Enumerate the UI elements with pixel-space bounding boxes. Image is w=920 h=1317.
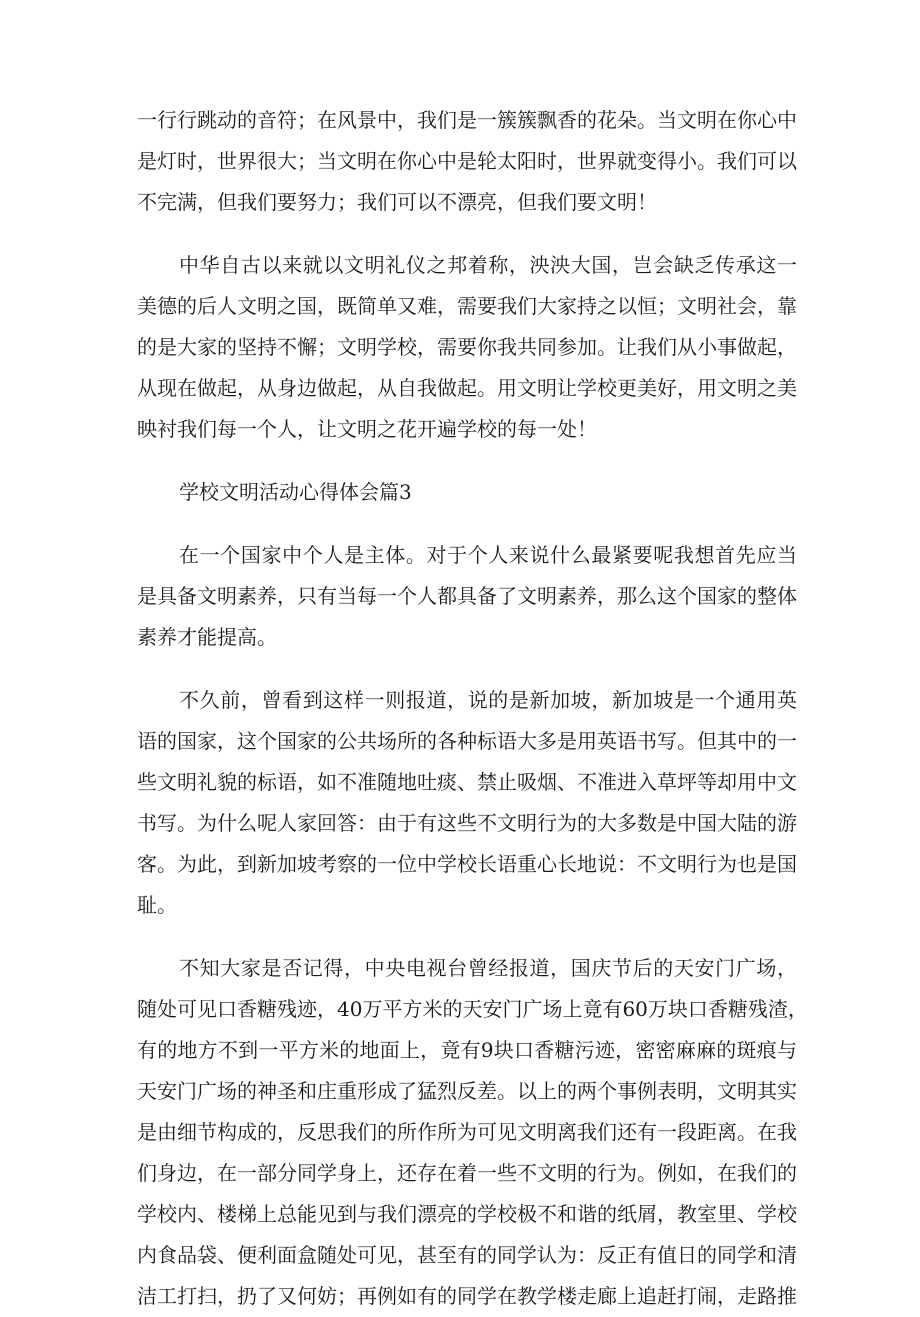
text-line: 从现在做起，从身边做起，从自我做起。用文明让学校更美好，用文明之美 xyxy=(137,376,797,400)
text-line: 不久前，曾看到这样一则报道，说的是新加坡，新加坡是一个通用英 xyxy=(179,688,797,712)
text-line: 些文明礼貌的标语，如不准随地吐痰、禁止吸烟、不准进入草坪等却用中文 xyxy=(137,770,797,794)
text-line: 美德的后人文明之国，既简单又难，需要我们大家持之以恒；文明社会，靠 xyxy=(137,294,797,318)
text-line: 不知大家是否记得，中央电视台曾经报道，国庆节后的天安门广场， xyxy=(179,956,797,980)
text-line: 语的国家，这个国家的公共场所的各种标语大多是用英语书写。但其中的一 xyxy=(137,729,797,753)
text-line: 书写。为什么呢人家回答：由于有这些不文明行为的大多数是中国大陆的游 xyxy=(137,811,797,835)
text-line: 学校内、楼梯上总能见到与我们漂亮的学校极不和谐的纸屑，教室里、学校 xyxy=(137,1202,797,1226)
text-line: 映衬我们每一个人，让文明之花开遍学校的每一处！ xyxy=(137,417,597,441)
text-line: 天安门广场的神圣和庄重形成了猛烈反差。以上的两个事例表明，文明其实 xyxy=(137,1079,797,1103)
text-line: 不完满，但我们要努力；我们可以不漂亮，但我们要文明！ xyxy=(137,190,657,214)
text-line: 一行行跳动的音符；在风景中，我们是一簇簇飘香的花朵。当文明在你心中 xyxy=(137,108,797,132)
text-line: 是由细节构成的，反思我们的所作所为可见文明离我们还有一段距离。在我 xyxy=(137,1120,797,1144)
paragraph xyxy=(137,535,797,658)
paragraph xyxy=(137,948,808,1317)
text-line: 是具备文明素养，只有当每一个人都具备了文明素养，那么这个国家的整体 xyxy=(137,584,797,608)
text-line: 在一个国家中个人是主体。对于个人来说什么最紧要呢我想首先应当 xyxy=(179,543,797,567)
paragraph xyxy=(137,100,797,223)
text-line: 随处可见口香糖残迹，40万平方米的天安门广场上竟有60万块口香糖残渣， xyxy=(137,997,808,1021)
text-line: 是灯时，世界很大；当文明在你心中是轮太阳时，世界就变得小。我们可以 xyxy=(137,149,797,173)
section-heading: 学校文明活动心得体会篇3 xyxy=(179,480,412,504)
document-body xyxy=(137,100,808,1317)
text-line: 洁工打扫，扔了又何妨；再例如有的同学在教学楼走廊上追赶打闹，走路推 xyxy=(137,1284,797,1308)
text-line: 耻。 xyxy=(137,893,177,917)
text-line: 有的地方不到一平方米的地面上，竟有9块口香糖污迹，密密麻麻的斑痕与 xyxy=(137,1038,797,1062)
text-line: 们身边，在一部分同学身上，还存在着一些不文明的行为。例如，在我们的 xyxy=(137,1161,797,1185)
paragraph xyxy=(137,245,797,450)
paragraph xyxy=(137,680,797,926)
text-line: 客。为此，到新加坡考察的一位中学校长语重心长地说：不文明行为也是国 xyxy=(137,852,797,876)
text-line: 素养才能提高。 xyxy=(137,625,277,649)
text-line: 内食品袋、便利面盒随处可见，甚至有的同学认为：反正有值日的同学和清 xyxy=(137,1243,797,1267)
text-line: 的是大家的坚持不懈；文明学校，需要你我共同参加。让我们从小事做起， xyxy=(137,335,797,359)
text-line: 中华自古以来就以文明礼仪之邦着称，泱泱大国，岂会缺乏传承这一 xyxy=(179,253,797,277)
